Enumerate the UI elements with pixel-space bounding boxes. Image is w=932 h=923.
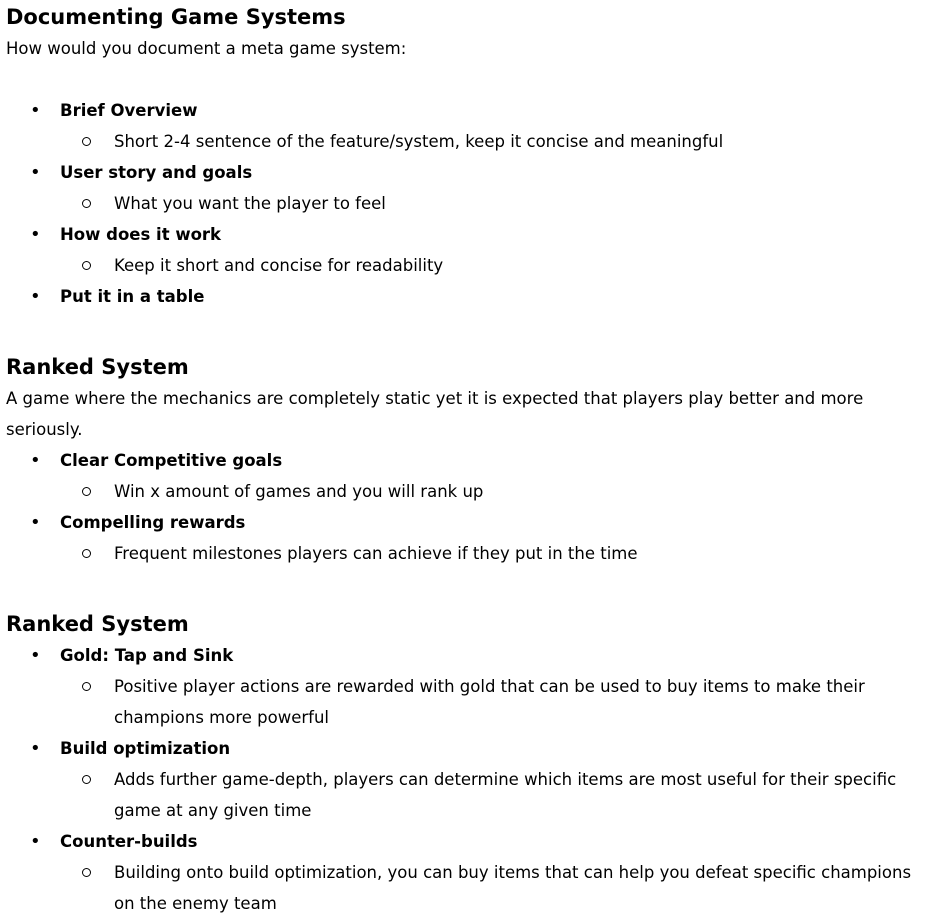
bullet-list [6, 640, 926, 919]
hollow-bullet-icon [82, 682, 91, 691]
sub-list-item [60, 857, 926, 919]
list-item [6, 826, 926, 919]
list-item [6, 507, 926, 569]
bullet-list [6, 445, 926, 569]
sub-list-item [60, 671, 926, 733]
hollow-bullet-icon [82, 549, 91, 558]
hollow-bullet-icon [82, 137, 91, 146]
sub-list [60, 126, 926, 157]
sub-list-item [60, 538, 926, 569]
sub-list-item [60, 476, 926, 507]
sub-list [60, 857, 926, 919]
sub-list-item-text: Adds further game-depth, players can determine which items are most useful for their specific game at any given time [114, 770, 897, 820]
sub-list-item [60, 188, 926, 219]
sub-list-item [60, 250, 926, 281]
sub-list [60, 538, 926, 569]
list-item [6, 281, 926, 312]
sub-list-item-text: What you want the player to feel [114, 194, 386, 213]
hollow-bullet-icon [82, 199, 91, 208]
bullet-icon: • [30, 645, 41, 666]
list-item-label: Brief Overview [60, 101, 198, 120]
sub-list [60, 250, 926, 281]
sub-list-item-text: Building onto build optimization, you can buy items that can help you defeat specific champions on the enemy team [114, 863, 912, 913]
list-item-label: Compelling rewards [60, 513, 246, 532]
list-item-label: Clear Competitive goals [60, 451, 283, 470]
list-item-label: How does it work [60, 225, 222, 244]
bullet-icon: • [30, 100, 41, 121]
sub-list [60, 476, 926, 507]
hollow-bullet-icon [82, 487, 91, 496]
bullet-icon: • [30, 450, 41, 471]
list-item [6, 219, 926, 281]
hollow-bullet-icon [82, 868, 91, 877]
bullet-icon: • [30, 224, 41, 245]
sub-list-item [60, 126, 926, 157]
list-item-label: Put it in a table [60, 287, 205, 306]
sub-list-item-text: Frequent milestones players can achieve if they put in the time [114, 544, 638, 563]
bullet-icon: • [30, 286, 41, 307]
list-item [6, 95, 926, 157]
hollow-bullet-icon [82, 775, 91, 784]
spacer [6, 64, 926, 95]
list-item-label: Counter-builds [60, 832, 198, 851]
section-intro: A game where the mechanics are completely static yet it is expected that players play better and more seriously. [6, 389, 864, 439]
sub-list [60, 188, 926, 219]
section-ranked-system [6, 352, 926, 569]
list-item [6, 157, 926, 219]
bullet-list [6, 95, 926, 312]
section-ranked-system-gold [6, 609, 926, 919]
bullet-icon: • [30, 512, 41, 533]
bullet-icon: • [30, 738, 41, 759]
bullet-icon: • [30, 831, 41, 852]
section-heading: Ranked System [6, 612, 189, 636]
hollow-bullet-icon [82, 261, 91, 270]
sub-list-item-text: Positive player actions are rewarded with gold that can be used to buy items to make their champions more powerful [114, 677, 865, 727]
sub-list-item [60, 764, 926, 826]
list-item-label: Build optimization [60, 739, 231, 758]
sub-list-item-text: Short 2-4 sentence of the feature/system, keep it concise and meaningful [114, 132, 724, 151]
list-item-label: Gold: Tap and Sink [60, 646, 234, 665]
list-item [6, 445, 926, 507]
bullet-icon: • [30, 162, 41, 183]
list-item-label: User story and goals [60, 163, 253, 182]
section-heading: Documenting Game Systems [6, 5, 346, 29]
sub-list-item-text: Keep it short and concise for readability [114, 256, 444, 275]
sub-list-item-text: Win x amount of games and you will rank up [114, 482, 484, 501]
list-item [6, 640, 926, 733]
sub-list [60, 671, 926, 733]
section-documenting-game-systems [6, 2, 926, 312]
section-heading: Ranked System [6, 355, 189, 379]
sub-list [60, 764, 926, 826]
list-item [6, 733, 926, 826]
section-intro: How would you document a meta game system: [6, 39, 407, 58]
